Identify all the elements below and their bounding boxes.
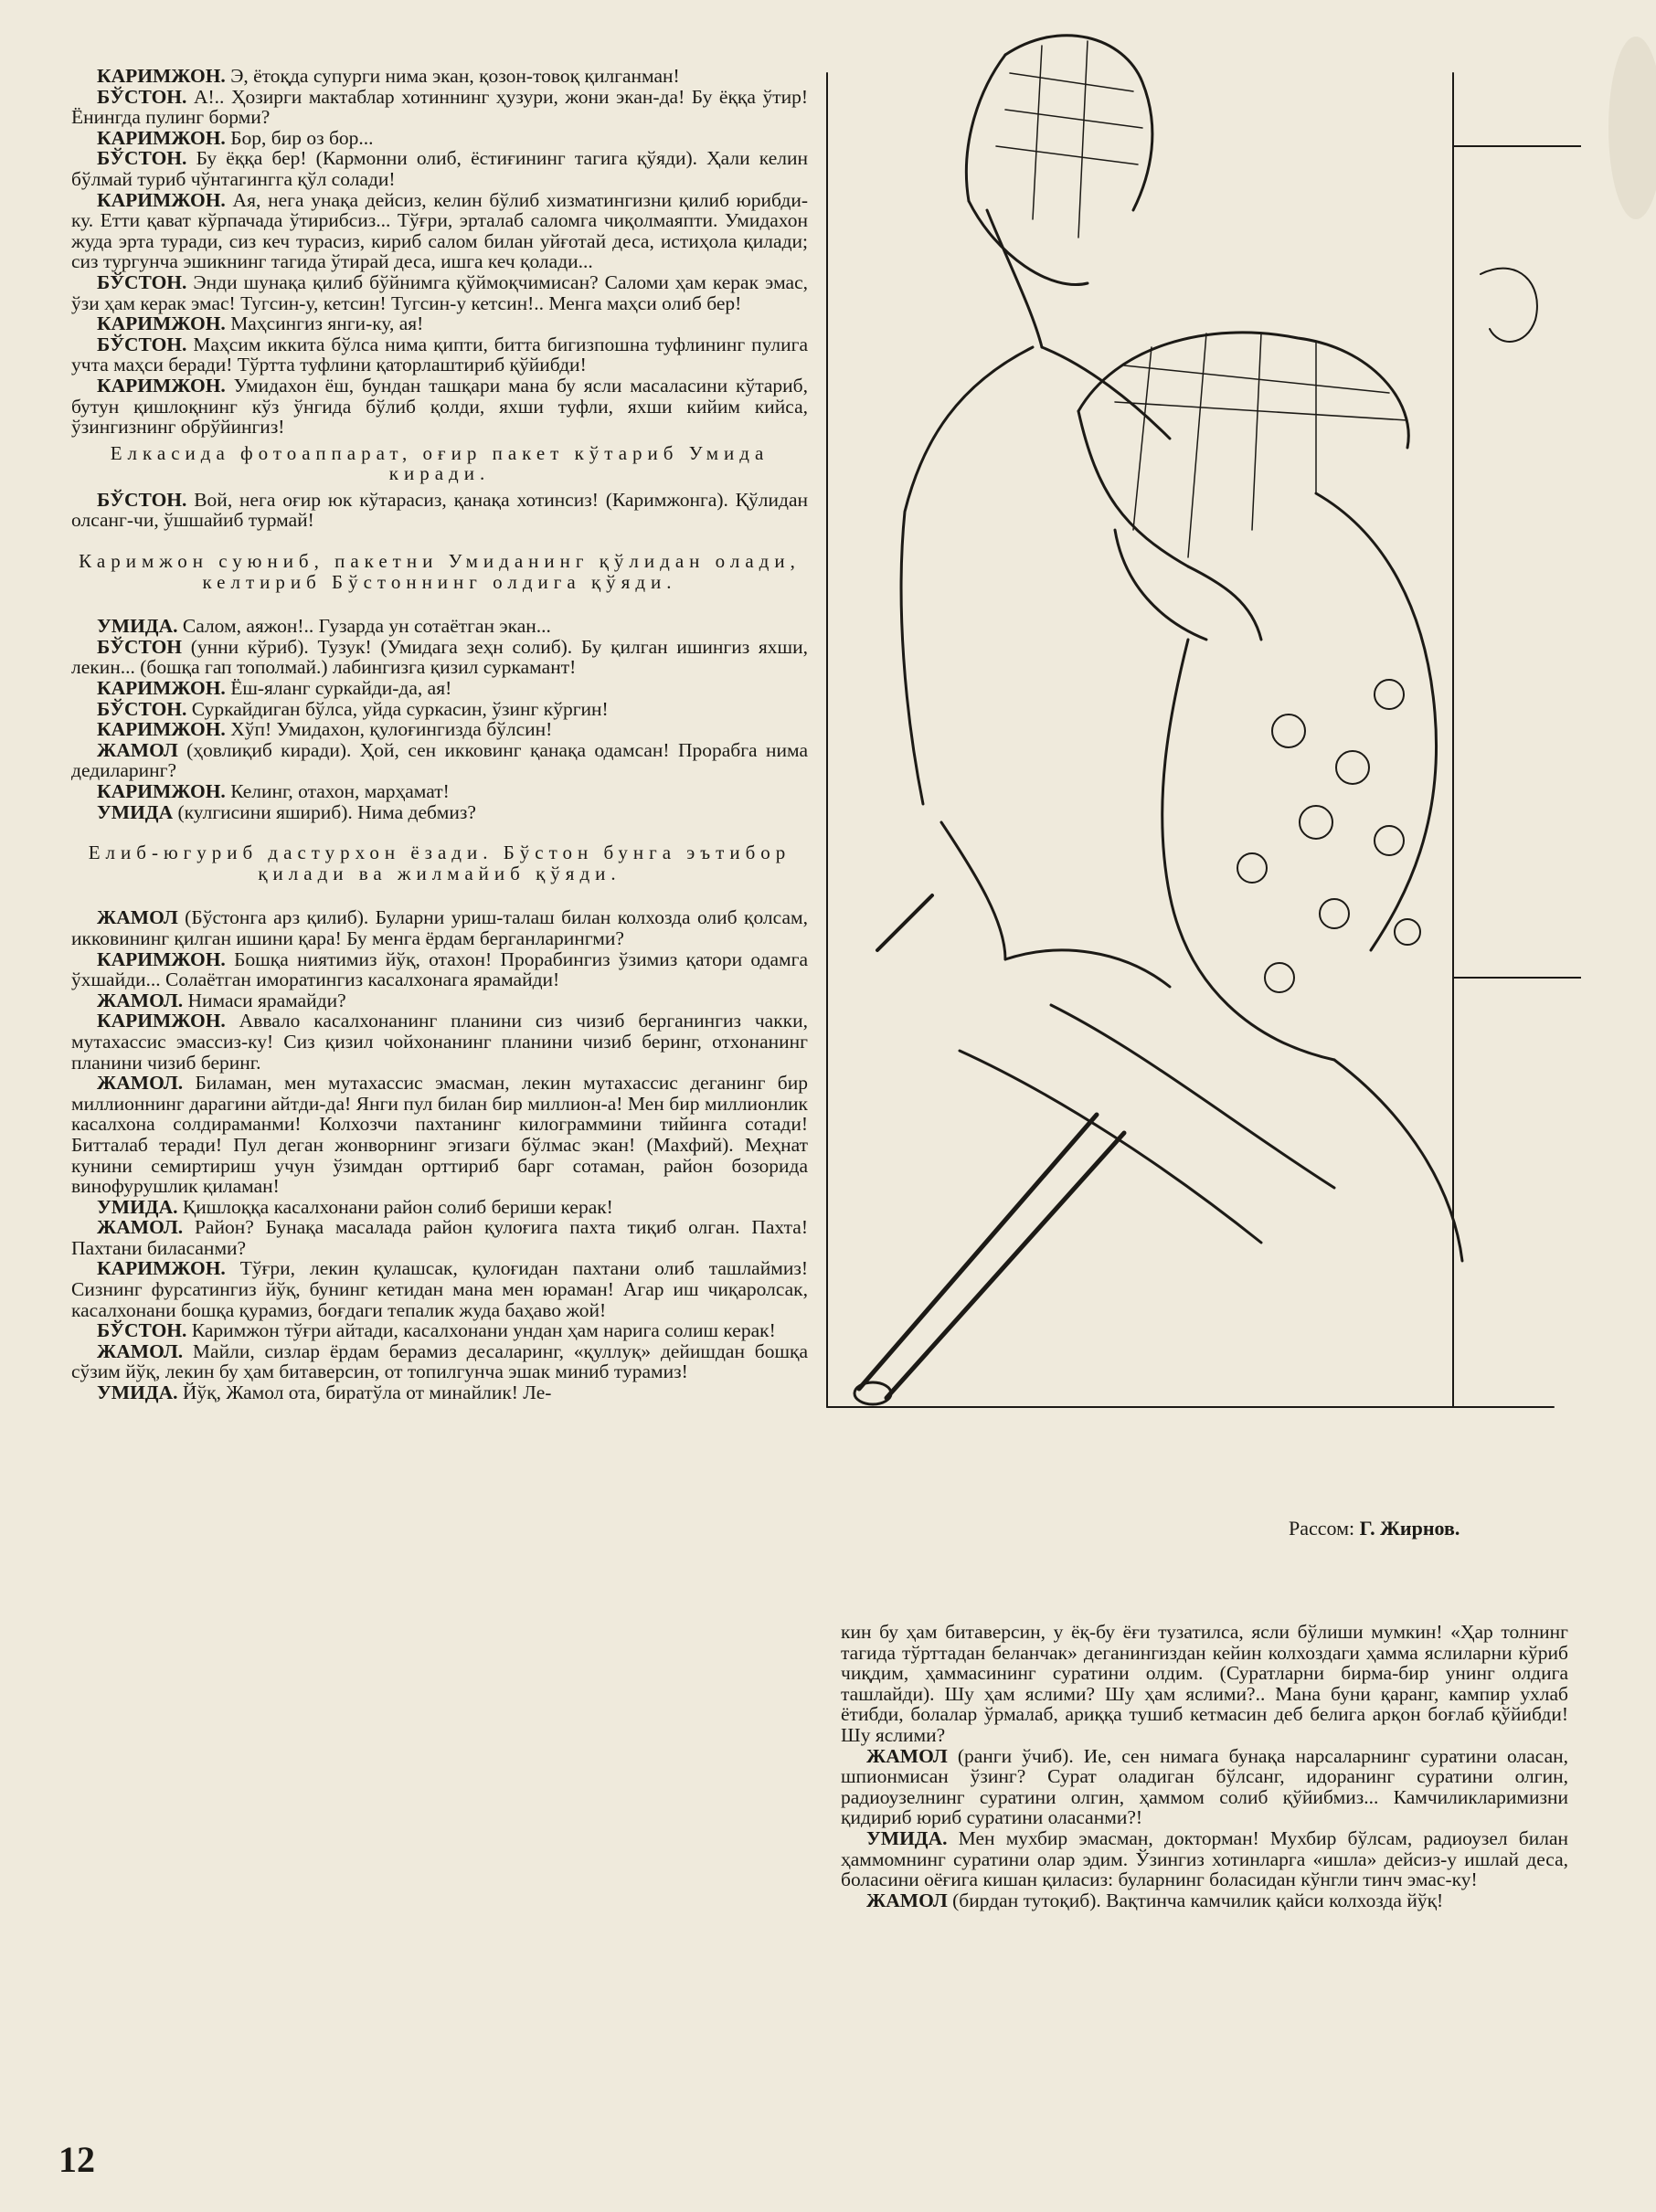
dialogue-line <box>71 87 808 128</box>
dialogue-line <box>841 1746 1568 1828</box>
dialogue-line <box>71 334 808 376</box>
dialogue-line <box>71 949 808 990</box>
page-number: 12 <box>58 2139 95 2180</box>
dialogue-line <box>71 66 808 87</box>
dialogue-line <box>71 1341 808 1382</box>
dialogue-line <box>71 1320 808 1341</box>
dialogue-text: Аввало касалхонанинг планини сиз чизиб берганингиз чакки, мутахассис эмассиз-ку! Сиз қизил чойхонанинг планини чизиб беринг, отхонанинг планини чизиб беринг. <box>71 1010 808 1074</box>
speaker-name: КАРИМЖОН. <box>97 718 226 741</box>
speaker-name: БЎСТОН. <box>97 697 187 720</box>
dialogue-text: Биламан, мен мутахассис эмасман, лекин мутахассис деганинг бир миллионнинг дарагини айтди-да! Янги пул билан бир миллион-а! Мен бир миллионлик касалхона солдираманми! Колхозчи пахтанинг килограммини тийинга сотади! Битталаб теради! Пул деган жонворнинг эгизаги бўлмас экан! (Махфий). Меҳнат кунини семиртириш учун ўзимдан орттириб барг сотаман, район бозорида винофурушлик қиламан! <box>71 1072 808 1198</box>
speaker-name: УМИДА. <box>97 1195 178 1218</box>
dialogue-line <box>71 907 808 948</box>
dialogue-line <box>71 719 808 740</box>
dialogue-line <box>71 313 808 334</box>
speaker-name: ЖАМОЛ <box>97 738 178 761</box>
dialogue-line <box>71 637 808 678</box>
dialogue-text: (Бўстонга арз қилиб). Буларни уриш-талаш билан колхозда олиб қолсам, икковининг қилган ишини қара! Бу менга ёрдам берганларингми? <box>71 906 808 949</box>
dialogue-line <box>71 490 808 531</box>
stage-direction: Каримжон суюниб, пакетни Умиданинг қўлидан олади, келтириб Бўстоннинг олдига қўяди. <box>79 550 801 593</box>
speaker-name: УМИДА. <box>97 615 178 638</box>
dialogue-line <box>71 1011 808 1073</box>
dialogue-text: Каримжон тўғри айтади, касалхонани ундан ҳам нарига солиш керак! <box>186 1319 776 1342</box>
speaker-name: БЎСТОН. <box>97 270 187 293</box>
dialogue-text: Тўғри, лекин қулашсак, қулоғидан пахтани олиб ташлаймиз! Сизнинг фурсатингиз йўқ, бунинг кетидан мана мен юраман! Агар иш чиқаролсак, касалхонани бошқа қурамиз, боғдаги тепалик жуда баҳаво жой! <box>71 1257 808 1321</box>
dialogue-text: Район? Бунақа масалада район қулоғига пахта тиқиб олган. Пахта! Пахтани биласанми? <box>71 1216 808 1259</box>
speaker-name: КАРИМЖОН. <box>97 374 226 397</box>
credit-label: Рассом: <box>1289 1517 1355 1540</box>
dialogue-text: Маҳсингиз янги-ку, ая! <box>225 312 424 335</box>
speaker-name: УМИДА. <box>97 1381 178 1404</box>
speaker-name: БЎСТОН. <box>97 85 187 108</box>
dialogue-line <box>71 376 808 438</box>
dialogue-text: Мен мухбир эмасман, докторман! Мухбир бўлсам, радиоузел билан ҳаммомнинг суратини олар эдим. Ўзингиз хотинларга «ишла» дейсиз-у ишлай деса, боласини оёғига кишан қиласиз: буларнинг боласидан кўнгли тинч эмас-ку! <box>841 1826 1568 1891</box>
dialogue-text: Бу ёққа бер! (Кармонни олиб, ёстиғининг тагига қўяди). Ҳали келин бўлмай туриб чўнтагингга қўл солади! <box>71 147 808 190</box>
speaker-name: БЎСТОН. <box>97 333 187 355</box>
speaker-name: ЖАМОЛ <box>97 906 178 929</box>
speaker-name: КАРИМЖОН. <box>97 65 226 87</box>
dialogue-text: Хўп! Умидахон, қулоғингизда бўлсин! <box>225 718 553 741</box>
speaker-name: БЎСТОН <box>97 635 183 658</box>
stage-direction: Елкасида фотоаппарат, оғир пакет кўтариб Умида киради. <box>110 441 770 485</box>
dialogue-text: Келинг, отахон, марҳамат! <box>225 780 450 802</box>
credit-name: Г. Жирнов. <box>1359 1517 1460 1540</box>
speaker-name: УМИДА <box>97 800 174 823</box>
dialogue-text: Ая, нега унақа дейсиз, келин бўлиб хизматингизни қилиб юрибди-ку. Етти қават кўрпачада ўтирибсиз... Тўғри, эрталаб саломга чиқолмаяпти. Умидахон жуда эрта туради, сиз кеч турасиз, кириб салом билан уйғотай деса, истиҳола қилади; сиз тургунча эшикнинг тагида ўтирай деса, ишга кеч қолади... <box>71 188 808 273</box>
speaker-name: ЖАМОЛ. <box>97 989 184 1011</box>
dialogue-text: (ҳовлиқиб киради). Ҳой, сен икковинг қанақа одамсан! Прорабга нима дедиларинг? <box>71 738 808 782</box>
speaker-name: КАРИМЖОН. <box>97 947 226 970</box>
illustration-credit <box>1289 1517 1460 1540</box>
dialogue-text: (кулгисини яшириб). Нима дебмиз? <box>173 800 476 823</box>
dialogue-line <box>71 1382 808 1403</box>
dialogue-line <box>841 1828 1568 1890</box>
speaker-name: БЎСТОН. <box>97 488 187 511</box>
dialogue-line <box>71 699 808 720</box>
speaker-name: КАРИМЖОН. <box>97 126 226 149</box>
dialogue-text: Маҳсим иккита бўлса нима қипти, битта бигизпошна туфлининг пулига учта маҳси беради! Тўртта туфлини қаторлаштириб қўйибди! <box>71 333 808 376</box>
speaker-name: КАРИМЖОН. <box>97 188 226 211</box>
dialogue-text: А!.. Ҳозирги мактаблар хотиннинг ҳузури, жони экан-да! Бу ёққа ўтир! Ёнингда пулинг борми? <box>71 85 808 129</box>
speaker-name: КАРИМЖОН. <box>97 1010 226 1032</box>
dialogue-text: (ранги ўчиб). Ие, сен нимага бунақа нарсаларнинг суратини оласан, шпионмисан ўзинг? Сурат оладиган бўлсанг, идоранинг суратини олгин, радиоузелнинг суратини олгин, ҳаммом солиб қўйибмиз... Камчиликларимизни қидириб юриб суратини оласанми?! <box>841 1744 1568 1829</box>
dialogue-text: кин бу ҳам битаверсин, у ёқ-бу ёғи тузатилса, ясли бўлиши мумкин! «Ҳар толнинг тагида тўрттадан беланчак» деганингиздан кейин колхоздаги ҳамма яслиларни кўриб чиқдим, ҳаммасининг суратини олдим. (Суратларни бирма-бир унинг олдига ташлайди). Шу ҳам яслими? Шу ҳам яслими?.. Мана буни қаранг, кампир ухлаб ётибди, болалар ўрмалаб, ариққа тушиб кетмасин деб белига арқон боғлаб қўйибди! Шу яслими? <box>841 1621 1568 1746</box>
speaker-name: ЖАМОЛ. <box>97 1216 184 1239</box>
dialogue-text: Ёш-яланг суркайди-да, ая! <box>225 677 452 700</box>
dialogue-line <box>71 990 808 1011</box>
dialogue-line <box>841 1622 1568 1746</box>
dialogue-line <box>71 148 808 189</box>
dialogue-line <box>71 781 808 802</box>
dialogue-text: Вой, нега оғир юк кўтарасиз, қанақа хотинсиз! (Каримжонга). Қўлидан олсанг-чи, ўшшайиб турмай! <box>71 488 808 532</box>
speaker-name: УМИДА. <box>866 1826 948 1849</box>
speaker-name: КАРИМЖОН. <box>97 1257 226 1280</box>
right-text-column <box>841 1622 1568 1910</box>
dialogue-text: Салом, аяжон!.. Гузарда ун сотаётган экан... <box>177 615 551 638</box>
paper-edge-stain <box>1608 37 1656 219</box>
dialogue-text: (бирдан тутоқиб). Вақтинча камчилик қайси колхозда йўқ! <box>947 1889 1444 1911</box>
speaker-name: БЎСТОН. <box>97 1319 187 1342</box>
dialogue-text: Суркайдиган бўлса, уйда суркасин, ўзинг кўргин! <box>186 697 609 720</box>
dialogue-text: Йўқ, Жамол ота, биратўла от минайлик! Ле- <box>177 1381 552 1404</box>
speaker-name: КАРИМЖОН. <box>97 677 226 700</box>
speaker-name: ЖАМОЛ. <box>97 1339 184 1362</box>
dialogue-text: Умидахон ёш, бундан ташқари мана бу ясли масаласини кўтариб, бутун қишлоқнинг кўз ўнгида бўлиб қолди, яхши туфли, яхши кийим кийса, ўзингизнинг обрўйингиз! <box>71 374 808 439</box>
dialogue-text: Э, ётоқда супурги нима экан, қозон-товоқ қилганман! <box>225 65 680 87</box>
speaker-name: КАРИМЖОН. <box>97 780 226 802</box>
illustration <box>823 18 1581 1434</box>
dialogue-line <box>841 1890 1568 1911</box>
left-text-column <box>71 66 808 1403</box>
dialogue-line <box>71 1073 808 1197</box>
dialogue-text: Энди шунақа қилиб бўйнимга қўймоқчимисан? Саломи ҳам керак эмас, ўзи ҳам керак эмас! Тугсин-у, кетсин! Тугсин-у кетсин!.. Менга маҳси олиб бер! <box>71 270 808 314</box>
dialogue-line <box>71 272 808 313</box>
dialogue-text: (унни кўриб). Тузук! (Умидага зеҳн солиб). Бу қилган ишингиз яхши, лекин... (бошқа гап тополмай.) лабингизга қизил суркамант! <box>71 635 808 679</box>
dialogue-line <box>71 128 808 149</box>
speaker-name: БЎСТОН. <box>97 147 187 170</box>
dialogue-text: Нимаси ярамайди? <box>183 989 346 1011</box>
dialogue-text: Қишлоққа касалхонани район солиб бериши керак! <box>177 1195 613 1218</box>
dialogue-line <box>71 190 808 272</box>
ink-sketch-two-women <box>823 18 1581 1434</box>
dialogue-line <box>71 616 808 637</box>
dialogue-line <box>71 802 808 823</box>
dialogue-text: Бор, бир оз бор... <box>225 126 374 149</box>
dialogue-line <box>71 1197 808 1218</box>
dialogue-line <box>71 678 808 699</box>
speaker-name: ЖАМОЛ. <box>97 1072 184 1095</box>
stage-direction: Елиб-югуриб дастурхон ёзади. Бўстон бунга эътибор қилади ва жилмайиб қўяди. <box>88 841 791 884</box>
speaker-name: ЖАМОЛ <box>866 1744 948 1767</box>
dialogue-text: Бошқа ниятимиз йўқ, отахон! Прорабингиз ўзимиз қатори одамга ўхшайди... Солаётган иморатингиз касалхонага ярамайди! <box>71 947 808 991</box>
speaker-name: КАРИМЖОН. <box>97 312 226 335</box>
dialogue-line <box>71 1258 808 1320</box>
dialogue-text: Майли, сизлар ёрдам берамиз десаларинг, «қуллуқ» дейишдан бошқа сўзим йўқ, лекин бу ҳам битаверсин, от топилгунча эшак миниб турамиз! <box>71 1339 808 1383</box>
dialogue-line <box>71 740 808 781</box>
dialogue-line <box>71 1217 808 1258</box>
speaker-name: ЖАМОЛ <box>866 1889 948 1911</box>
